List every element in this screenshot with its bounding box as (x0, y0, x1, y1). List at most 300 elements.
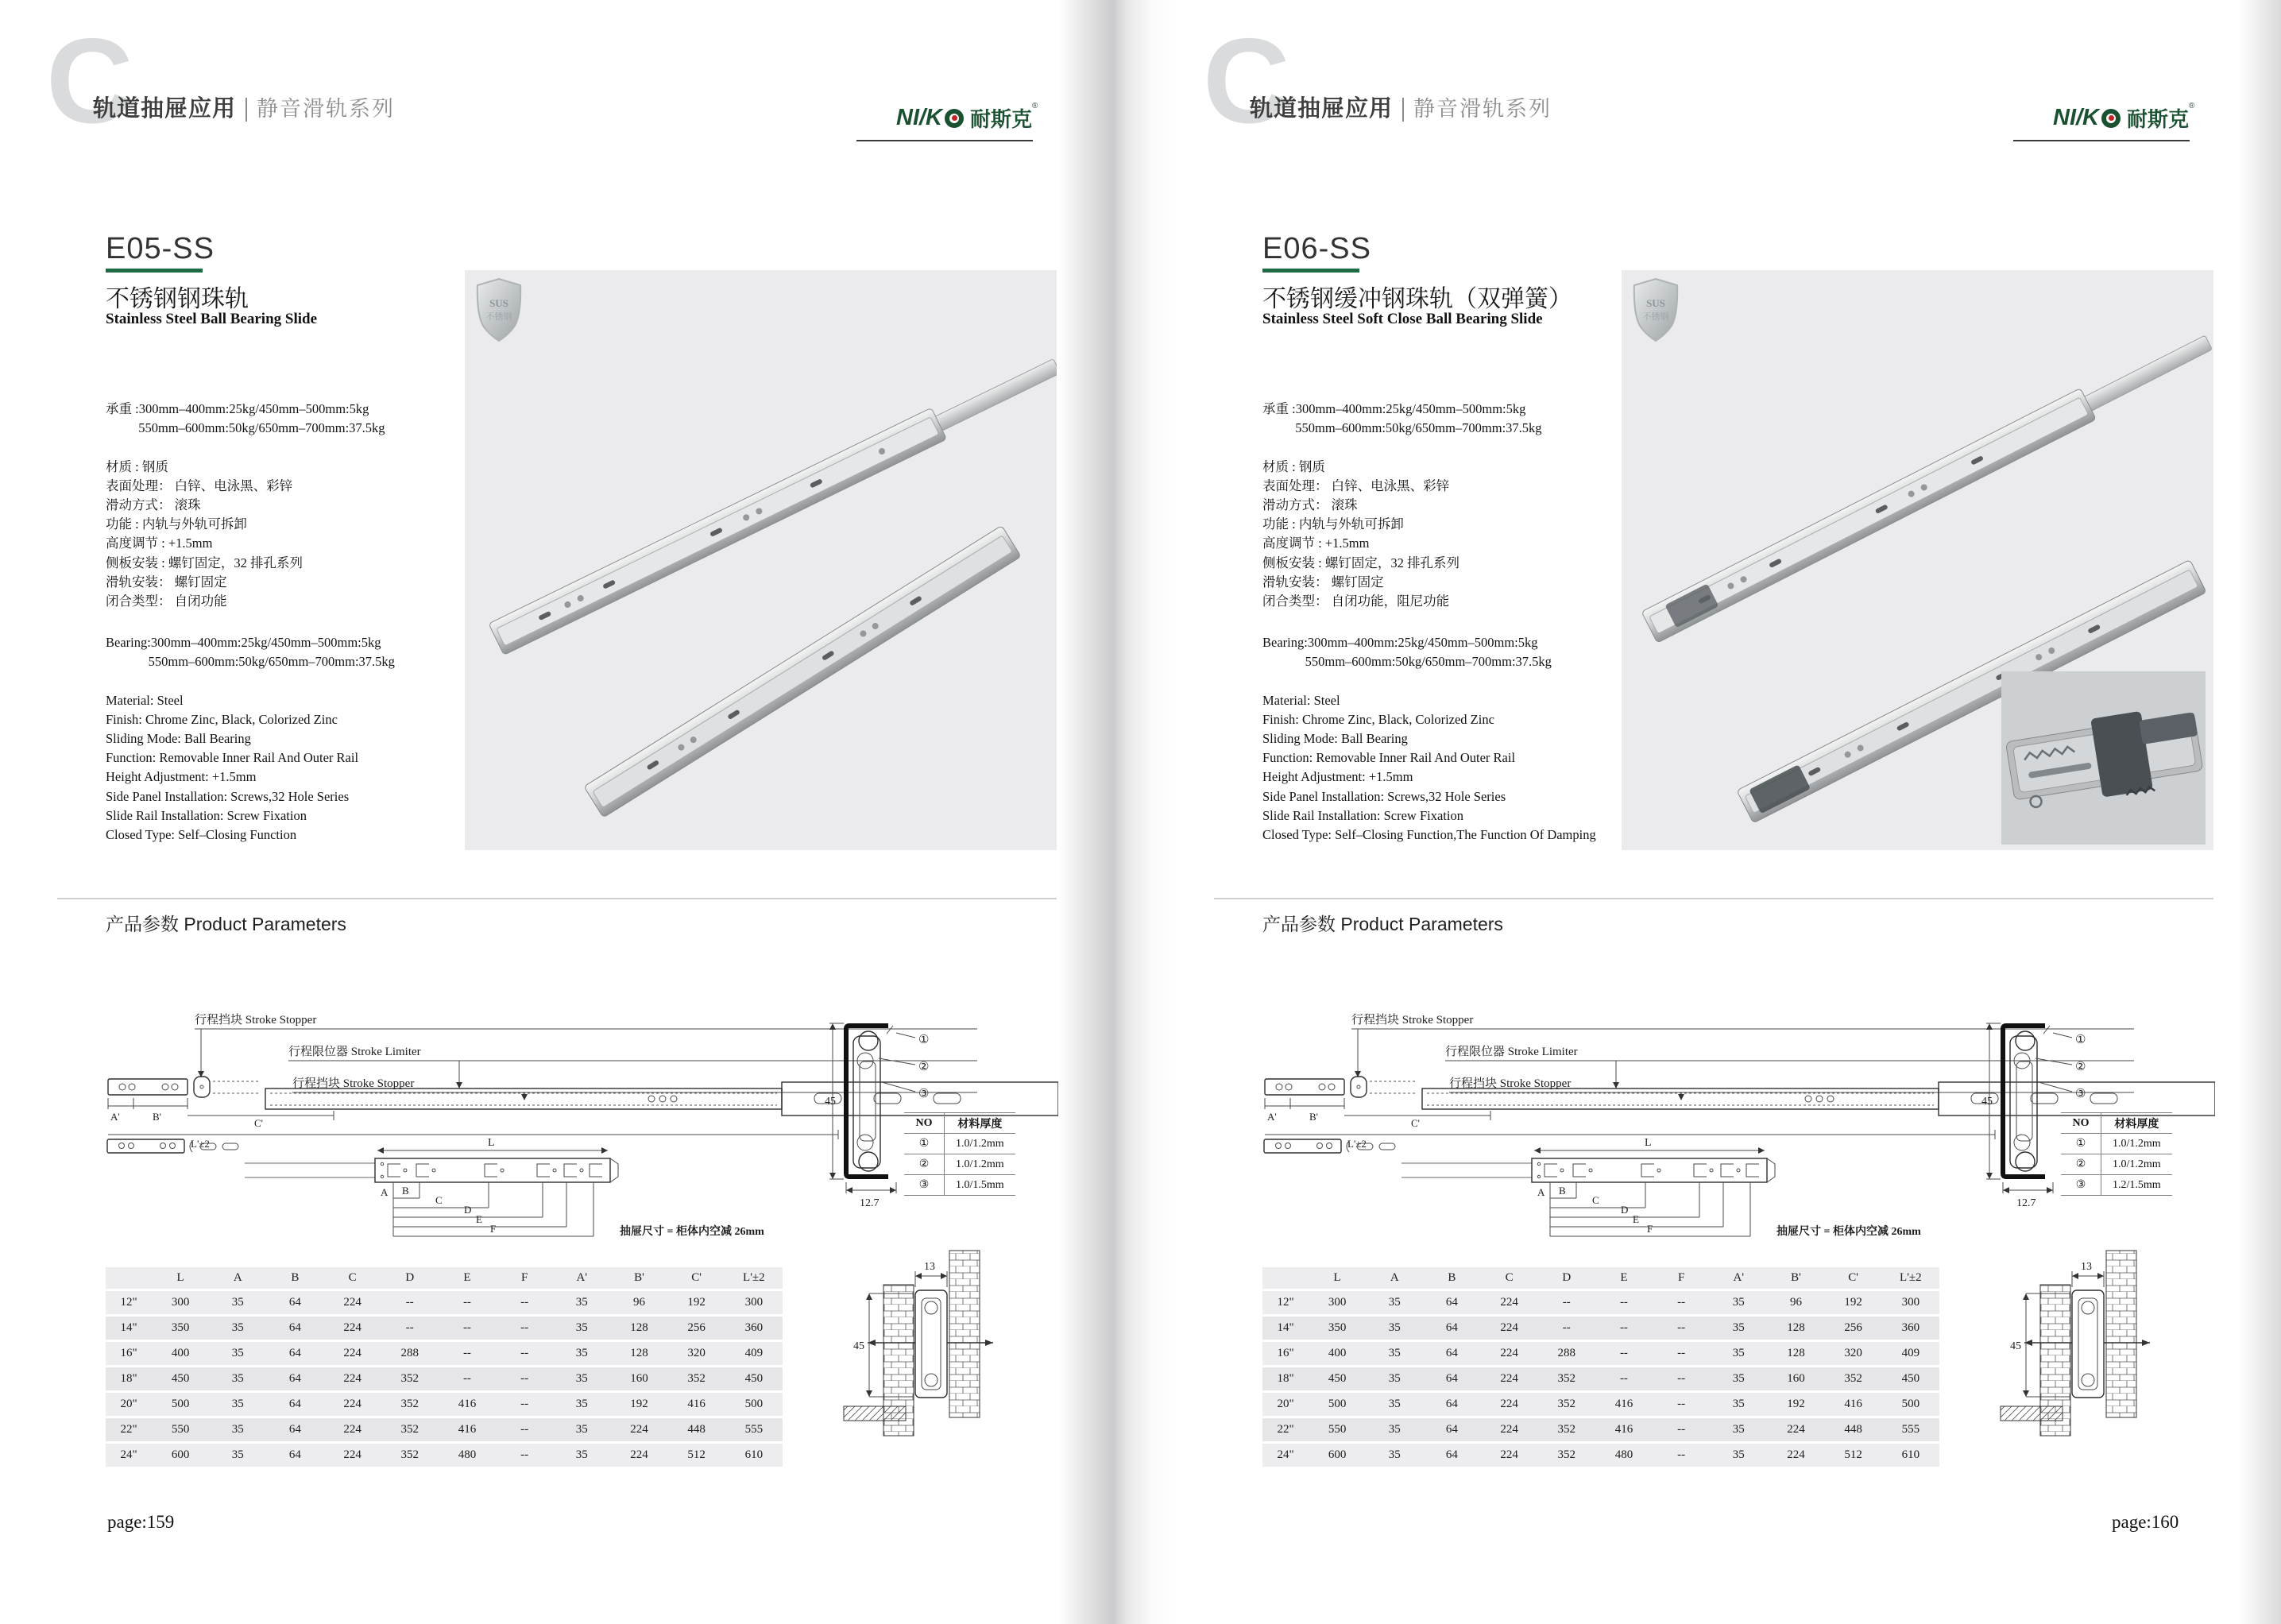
table-cell: 512 (1825, 1444, 1882, 1467)
table-cell: C' (668, 1267, 725, 1289)
badge-cn: 不锈钢 (1642, 312, 1669, 322)
table-cell: 352 (1538, 1367, 1595, 1390)
spec-line: Closed Type: Self–Closing Function (106, 827, 297, 843)
table-cell: 160 (1767, 1367, 1824, 1390)
table-cell: B' (610, 1267, 667, 1289)
table-cell: -- (1653, 1418, 1710, 1441)
subtitle-cn: 不锈钢钢珠轨 (106, 286, 249, 312)
table-cell: 18" (106, 1367, 152, 1390)
product-photo-rails (465, 270, 1057, 850)
table-cell: -- (439, 1342, 496, 1365)
spec-line: Bearing:300mm–400mm:25kg/450mm–500mm:5kg (106, 635, 381, 650)
table-cell: 35 (1710, 1291, 1767, 1314)
table-cell: 300 (152, 1291, 209, 1314)
parameter-table (1262, 1265, 1939, 1469)
table-cell: 288 (381, 1342, 439, 1365)
table-cell: 416 (1595, 1393, 1653, 1416)
table-row (904, 1154, 1015, 1175)
table-cell: 224 (610, 1418, 667, 1441)
model-title: E06-SS (1262, 232, 1371, 265)
table-cell: 35 (1366, 1393, 1423, 1416)
table-cell: 64 (1423, 1291, 1480, 1314)
table-row (1262, 1444, 1939, 1467)
cs-callout-3: ③ (2075, 1088, 2086, 1100)
table-cell: 480 (439, 1444, 496, 1467)
table-cell: 352 (668, 1367, 725, 1390)
spec-line: 550mm–600mm:50kg/650mm–700mm:37.5kg (106, 420, 385, 436)
callout-stroke-limiter: 行程限位器 Stroke Limiter (288, 1046, 421, 1058)
table-cell: 35 (209, 1367, 266, 1390)
spec-line: 表面处理： 白锌、电泳黑、彩锌 (1262, 478, 1450, 493)
table-cell: 35 (553, 1444, 610, 1467)
subtitle-cn: 不锈钢缓冲钢珠轨（双弹簧） (1262, 286, 1572, 312)
table-cell: 24" (106, 1444, 152, 1467)
table-cell: 480 (1595, 1444, 1653, 1467)
dim-b: B (1559, 1185, 1566, 1197)
table-cell: 35 (1710, 1444, 1767, 1467)
table-cell: 224 (324, 1393, 381, 1416)
catalog-page-left (0, 0, 1124, 1624)
table-cell: 1.0/1.2mm (945, 1134, 1015, 1154)
cs-callout-1: ① (2075, 1034, 2086, 1046)
table-cell: 1.0/1.2mm (2101, 1154, 2172, 1175)
table-cell: -- (1595, 1317, 1653, 1340)
table-cell: 35 (1366, 1444, 1423, 1467)
dim-b-prime: B' (1309, 1111, 1319, 1123)
table-cell: L'±2 (725, 1267, 783, 1289)
page-number: page:159 (107, 1512, 175, 1532)
spec-line: Slide Rail Installation: Screw Fixation (1262, 807, 1463, 823)
specs-english (1262, 633, 1596, 845)
dim-f: F (490, 1223, 497, 1235)
cs-dim-height: 45 (825, 1096, 836, 1108)
section-rule (1214, 898, 2213, 899)
table-cell: 64 (1423, 1444, 1480, 1467)
spec-line: 侧板安装 : 螺钉固定，32 排孔系列 (1262, 555, 1459, 570)
table-cell: 416 (668, 1393, 725, 1416)
table-cell: 352 (1825, 1367, 1882, 1390)
table-cell: 35 (1366, 1342, 1423, 1365)
table-cell (106, 1267, 152, 1289)
spec-line: 功能 : 内轨与外轨可拆卸 (1262, 516, 1404, 532)
table-row (1262, 1418, 1939, 1441)
table-cell: 35 (553, 1342, 610, 1365)
table-cell: 35 (209, 1317, 266, 1340)
table-cell: 500 (152, 1393, 209, 1416)
header-title-cn: 轨道抽屉应用 (93, 96, 237, 122)
table-cell: -- (1653, 1317, 1710, 1340)
table-cell: -- (1653, 1444, 1710, 1467)
table-row (1262, 1367, 1939, 1390)
table-cell: 550 (1309, 1418, 1366, 1441)
spec-line: 滑轨安装： 螺钉固定 (1262, 574, 1384, 590)
spec-line (106, 671, 395, 690)
table-cell: NO (2061, 1113, 2101, 1134)
table-row (904, 1175, 1015, 1196)
table-cell: 224 (324, 1444, 381, 1467)
dim-c-prime: C' (1411, 1117, 1421, 1129)
dim-l: L (488, 1137, 495, 1149)
table-cell: A (209, 1267, 266, 1289)
table-cell: ② (904, 1154, 945, 1175)
specs-english (106, 633, 395, 845)
table-cell: 352 (381, 1444, 439, 1467)
table-cell: -- (496, 1418, 553, 1441)
table-cell: 64 (1423, 1418, 1480, 1441)
spec-line (106, 438, 385, 457)
table-cell: 352 (381, 1367, 439, 1390)
table-cell (1262, 1267, 1309, 1289)
badge-sus: SUS (489, 297, 508, 309)
table-cell: L'±2 (1882, 1267, 1939, 1289)
table-cell: 224 (324, 1317, 381, 1340)
spec-line: 滑动方式： 滚珠 (1262, 497, 1358, 512)
inst-dim-width: 13 (924, 1261, 935, 1273)
table-cell: -- (496, 1291, 553, 1314)
table-cell: 20" (106, 1393, 152, 1416)
page-header (93, 97, 395, 122)
spec-line: Slide Rail Installation: Screw Fixation (106, 807, 307, 823)
spec-line: 侧板安装 : 螺钉固定，32 排孔系列 (106, 555, 303, 570)
spec-line: Side Panel Installation: Screws,32 Hole Series (106, 788, 350, 804)
table-cell: B (1423, 1267, 1480, 1289)
table-cell: 35 (553, 1291, 610, 1314)
installation-drawing (834, 1241, 1005, 1479)
soft-close-mechanism (2001, 671, 2206, 845)
table-cell: 64 (266, 1418, 323, 1441)
dim-c-prime: C' (254, 1117, 264, 1129)
table-cell: A' (1710, 1267, 1767, 1289)
dim-a-prime: A' (110, 1111, 120, 1123)
table-cell: -- (1653, 1393, 1710, 1416)
spec-line: 高度调节 : +1.5mm (106, 536, 213, 551)
table-cell: 35 (1710, 1393, 1767, 1416)
table-cell: E (1595, 1267, 1653, 1289)
cs-dim-height: 45 (1981, 1096, 1993, 1108)
spec-line (1262, 671, 1596, 690)
table-cell: 416 (1825, 1393, 1882, 1416)
table-cell: 512 (668, 1444, 725, 1467)
table-cell: 224 (1481, 1317, 1538, 1340)
logo-latin: NI/K (896, 105, 942, 130)
spec-line: 闭合类型： 自闭功能 (106, 594, 227, 609)
table-cell: 224 (1481, 1367, 1538, 1390)
spec-line: 材质 : 钢质 (106, 458, 168, 474)
dim-a-prime: A' (1267, 1111, 1277, 1123)
table-cell: 35 (209, 1342, 266, 1365)
table-cell: A (1366, 1267, 1423, 1289)
table-cell: E (439, 1267, 496, 1289)
table-cell: -- (1595, 1367, 1653, 1390)
table-cell: 352 (1538, 1393, 1595, 1416)
shield-shape (1634, 279, 1677, 341)
spec-line: 高度调节 : +1.5mm (1262, 536, 1370, 551)
thickness-header-row (2061, 1113, 2172, 1134)
table-cell: 35 (1366, 1291, 1423, 1314)
table-cell: 35 (1710, 1367, 1767, 1390)
table-cell: -- (1538, 1317, 1595, 1340)
watermark-letter: C (1203, 14, 1290, 149)
table-cell: 14" (106, 1317, 152, 1340)
table-cell: 320 (668, 1342, 725, 1365)
spec-line: Finish: Chrome Zinc, Black, Colorized Zinc (1262, 711, 1494, 727)
spec-line: 表面处理： 白锌、电泳黑、彩锌 (106, 478, 293, 493)
table-cell: 35 (209, 1291, 266, 1314)
table-cell: ② (2061, 1154, 2101, 1175)
dim-c: C (435, 1194, 443, 1206)
spec-line: Height Adjustment: +1.5mm (1262, 769, 1413, 785)
table-cell: 450 (152, 1367, 209, 1390)
inst-dim-height: 45 (853, 1340, 864, 1352)
model-title: E05-SS (106, 232, 215, 265)
table-cell: 400 (1309, 1342, 1366, 1365)
table-row (106, 1342, 783, 1365)
spec-line: 功能 : 内轨与外轨可拆卸 (106, 516, 247, 532)
specs-chinese (1262, 400, 1542, 611)
spec-line: 550mm–600mm:50kg/650mm–700mm:37.5kg (1262, 420, 1542, 436)
table-cell: 320 (1825, 1342, 1882, 1365)
table-cell: 256 (1825, 1317, 1882, 1340)
spec-line: Side Panel Installation: Screws,32 Hole Series (1262, 788, 1506, 804)
table-cell: 128 (1767, 1342, 1824, 1365)
table-cell: 224 (324, 1367, 381, 1390)
parameter-header-row (1262, 1267, 1939, 1289)
logo-cn: 耐斯克 (970, 107, 1033, 131)
badge-sus: SUS (1646, 297, 1665, 309)
registered-mark: ® (1032, 102, 1038, 110)
spec-line: Function: Removable Inner Rail And Outer Rail (1262, 750, 1516, 766)
table-cell: 192 (668, 1291, 725, 1314)
table-cell: 22" (1262, 1418, 1309, 1441)
dim-e: E (1633, 1213, 1639, 1225)
table-cell: 555 (725, 1418, 783, 1441)
table-cell: ③ (904, 1175, 945, 1196)
registered-mark: ® (2189, 102, 2195, 110)
table-cell: 450 (725, 1367, 783, 1390)
page-number: page:160 (2112, 1512, 2179, 1532)
product-photo (1622, 270, 2213, 850)
spec-line: 滑轨安装： 螺钉固定 (106, 574, 227, 590)
table-cell: ③ (2061, 1175, 2101, 1196)
table-cell: 224 (324, 1418, 381, 1441)
table-cell: 555 (1882, 1418, 1939, 1441)
table-cell: 192 (1825, 1291, 1882, 1314)
table-cell: B (266, 1267, 323, 1289)
dim-f: F (1647, 1223, 1653, 1235)
table-cell: 35 (553, 1317, 610, 1340)
table-cell: 224 (1481, 1418, 1538, 1441)
spec-line: Height Adjustment: +1.5mm (106, 769, 257, 785)
model-underline (1262, 269, 1359, 273)
table-row (1262, 1317, 1939, 1340)
table-cell: -- (496, 1393, 553, 1416)
table-cell: -- (496, 1317, 553, 1340)
callout-stroke-stopper-1: 行程挡块 Stroke Stopper (1351, 1014, 1474, 1027)
table-cell: -- (439, 1367, 496, 1390)
table-cell: 500 (1882, 1393, 1939, 1416)
spec-line: 承重 :300mm–400mm:25kg/450mm–500mm:5kg (106, 401, 369, 416)
spec-line: Closed Type: Self–Closing Function,The Function Of Damping (1262, 827, 1596, 843)
logo-latin: NI/K (2053, 105, 2099, 130)
table-cell: B' (1767, 1267, 1824, 1289)
table-cell: 500 (725, 1393, 783, 1416)
header-series: 静音滑轨系列 (257, 97, 396, 122)
spec-line: 承重 :300mm–400mm:25kg/450mm–500mm:5kg (1262, 401, 1526, 416)
table-cell: 35 (209, 1444, 266, 1467)
thickness-table (2061, 1112, 2172, 1196)
table-cell: 128 (610, 1342, 667, 1365)
brand-logo (2053, 103, 2194, 133)
table-cell: 192 (1767, 1393, 1824, 1416)
table-cell: F (496, 1267, 553, 1289)
table-row (2061, 1134, 2172, 1154)
table-cell: -- (1653, 1291, 1710, 1314)
table-cell: 409 (1882, 1342, 1939, 1365)
header-title-cn: 轨道抽屉应用 (1250, 96, 1394, 122)
thickness-header-row (904, 1113, 1015, 1134)
dim-a: A (1537, 1186, 1545, 1198)
header-divider (1402, 98, 1404, 122)
soft-close-inset-photo (2001, 671, 2206, 845)
table-row (2061, 1175, 2172, 1196)
callout-stroke-stopper-2: 行程挡块 Stroke Stopper (292, 1077, 415, 1090)
table-cell: 550 (152, 1418, 209, 1441)
cs-callout-2: ② (918, 1061, 930, 1073)
table-cell: 64 (1423, 1317, 1480, 1340)
header-divider (245, 98, 247, 122)
table-cell: 224 (1767, 1418, 1824, 1441)
table-cell: 610 (725, 1444, 783, 1467)
spec-line: 材质 : 钢质 (1262, 458, 1325, 474)
installation-drawing (1991, 1241, 2162, 1479)
table-row (106, 1393, 783, 1416)
cs-dim-width: 12.7 (860, 1197, 880, 1209)
table-cell: 256 (668, 1317, 725, 1340)
callout-stroke-stopper-1: 行程挡块 Stroke Stopper (195, 1014, 317, 1027)
table-cell: NO (904, 1113, 945, 1134)
cs-dim-width: 12.7 (2016, 1197, 2036, 1209)
table-cell: 224 (324, 1342, 381, 1365)
thickness-table (904, 1112, 1015, 1196)
table-cell: 1.0/1.2mm (945, 1154, 1015, 1175)
table-row (106, 1444, 783, 1467)
dim-e: E (476, 1213, 482, 1225)
subtitle-en: Stainless Steel Soft Close Ball Bearing Slide (1262, 311, 1543, 327)
spec-line (1262, 438, 1542, 457)
table-cell: 35 (209, 1393, 266, 1416)
table-cell: -- (496, 1342, 553, 1365)
table-cell: -- (439, 1291, 496, 1314)
catalog-page-right (1157, 0, 2281, 1624)
spec-line: Material: Steel (1262, 692, 1340, 708)
table-cell: -- (1653, 1342, 1710, 1365)
table-cell: 35 (1366, 1317, 1423, 1340)
sus-shield-badge (470, 276, 528, 343)
table-row (106, 1418, 783, 1441)
table-cell: -- (1538, 1291, 1595, 1314)
table-row (1262, 1393, 1939, 1416)
table-cell: 35 (1710, 1342, 1767, 1365)
parameter-header-row (106, 1267, 783, 1289)
table-cell: 352 (381, 1418, 439, 1441)
dim-c: C (1592, 1194, 1599, 1206)
table-cell: 16" (106, 1342, 152, 1365)
table-cell: F (1653, 1267, 1710, 1289)
spec-line: 闭合类型： 自闭功能，阻尼功能 (1262, 594, 1450, 609)
table-cell: 35 (1710, 1317, 1767, 1340)
brand-logo (896, 103, 1038, 133)
table-cell: -- (1653, 1367, 1710, 1390)
section-rule (57, 898, 1057, 899)
table-cell: 35 (1366, 1418, 1423, 1441)
logo-underline (2013, 140, 2190, 141)
table-cell: 64 (1423, 1342, 1480, 1365)
table-cell: 360 (725, 1317, 783, 1340)
table-cell: 64 (266, 1317, 323, 1340)
table-cell: 192 (610, 1393, 667, 1416)
table-cell: ① (2061, 1134, 2101, 1154)
spec-line: Material: Steel (106, 692, 184, 708)
table-cell: 448 (668, 1418, 725, 1441)
spec-line: Bearing:300mm–400mm:25kg/450mm–500mm:5kg (1262, 635, 1538, 650)
page-header (1250, 97, 1552, 122)
table-cell: 64 (1423, 1393, 1480, 1416)
table-cell: 450 (1309, 1367, 1366, 1390)
table-cell: 64 (266, 1291, 323, 1314)
spec-line: Function: Removable Inner Rail And Outer Rail (106, 750, 359, 766)
table-cell: 35 (553, 1393, 610, 1416)
table-cell: 300 (1309, 1291, 1366, 1314)
dim-l-prime: L'±2 (1347, 1138, 1367, 1150)
table-cell: 64 (266, 1444, 323, 1467)
logo-o-icon (2101, 109, 2121, 128)
table-cell: 300 (1882, 1291, 1939, 1314)
table-cell: 12" (106, 1291, 152, 1314)
table-cell: -- (496, 1444, 553, 1467)
logo-o-icon (945, 109, 964, 128)
spec-line: Sliding Mode: Ball Bearing (106, 731, 251, 746)
table-cell: C (1481, 1267, 1538, 1289)
table-cell: C' (1825, 1267, 1882, 1289)
table-cell: 350 (1309, 1317, 1366, 1340)
table-cell: -- (496, 1367, 553, 1390)
table-cell: 400 (152, 1342, 209, 1365)
table-cell: 224 (610, 1444, 667, 1467)
callout-stroke-limiter: 行程限位器 Stroke Limiter (1445, 1046, 1578, 1058)
table-cell: 14" (1262, 1317, 1309, 1340)
table-cell: 35 (1710, 1418, 1767, 1441)
table-cell: 352 (1538, 1444, 1595, 1467)
callout-stroke-stopper-2: 行程挡块 Stroke Stopper (1449, 1077, 1572, 1090)
section-title: 产品参数 Product Parameters (1262, 914, 1503, 934)
table-cell: 360 (1882, 1317, 1939, 1340)
table-cell: 64 (266, 1393, 323, 1416)
dim-d: D (1621, 1204, 1629, 1216)
table-cell: -- (439, 1317, 496, 1340)
table-cell: 352 (381, 1393, 439, 1416)
table-row (1262, 1291, 1939, 1314)
specs-chinese (106, 400, 385, 611)
spec-line: Sliding Mode: Ball Bearing (1262, 731, 1408, 746)
table-cell: -- (1595, 1291, 1653, 1314)
table-cell: 20" (1262, 1393, 1309, 1416)
table-cell: 352 (1538, 1418, 1595, 1441)
table-row (2061, 1154, 2172, 1175)
table-cell: 24" (1262, 1444, 1309, 1467)
cs-callout-3: ③ (918, 1088, 930, 1100)
table-cell: 610 (1882, 1444, 1939, 1467)
table-cell: 16" (1262, 1342, 1309, 1365)
